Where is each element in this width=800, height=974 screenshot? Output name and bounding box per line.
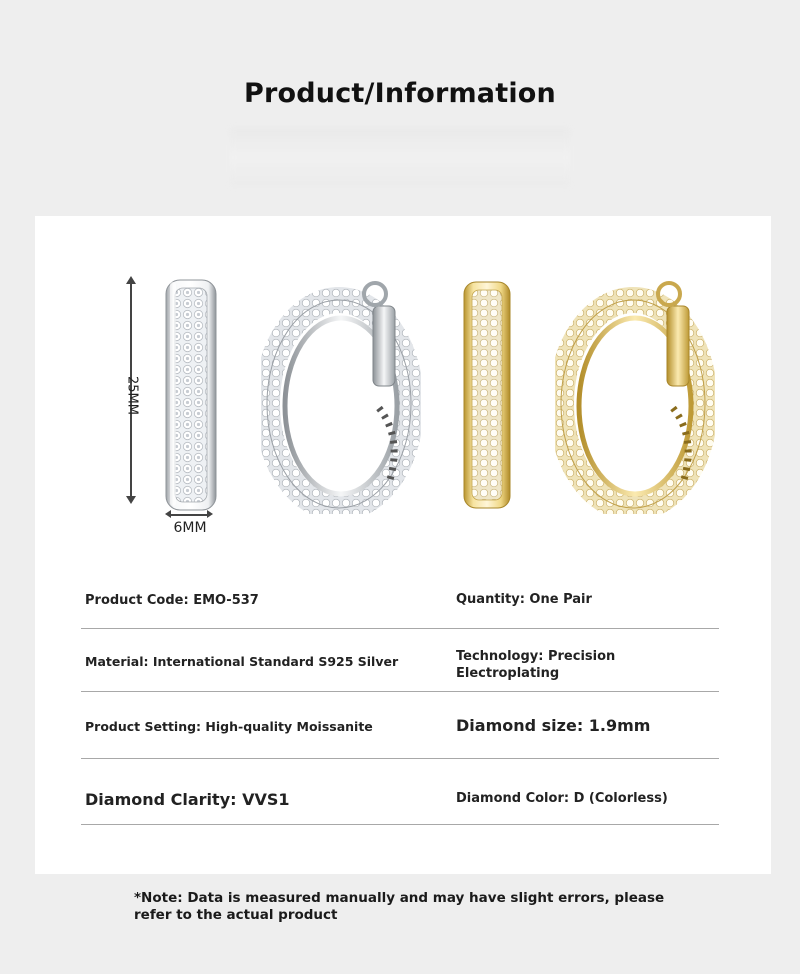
height-dimension-label: 25MM [124,376,140,415]
width-dimension-label: 6MM [173,520,207,536]
info-row-4 [81,758,719,825]
product-setting: Product Setting: High-quality Moissanite [85,719,373,734]
diamond-clarity: Diamond Clarity: VVS1 [85,790,290,809]
product-card [35,216,771,874]
width-dimension-arrow [168,514,210,516]
page-title: Product/Information [244,78,556,109]
info-row-2 [81,628,719,692]
diamond-size: Diamond size: 1.9mm [456,716,651,735]
diamond-color: Diamond Color: D (Colorless) [456,791,668,806]
technology: Technology: Precision Electroplating [456,649,616,681]
silver-hoop-side-view [160,276,222,514]
quantity: Quantity: One Pair [456,592,592,607]
silver-hoop-front-view [261,278,421,514]
gold-hoop-front-view [555,278,715,514]
info-row-3 [81,691,719,759]
info-row-1 [81,580,719,629]
title-shadow [230,128,570,186]
product-code: Product Code: EMO-537 [85,593,259,608]
gold-hoop-side-view [459,278,515,512]
measurement-note: *Note: Data is measured manually and may have slight errors, please refer to the actual product [134,890,665,923]
material: Material: International Standard S925 Silver [85,654,399,669]
